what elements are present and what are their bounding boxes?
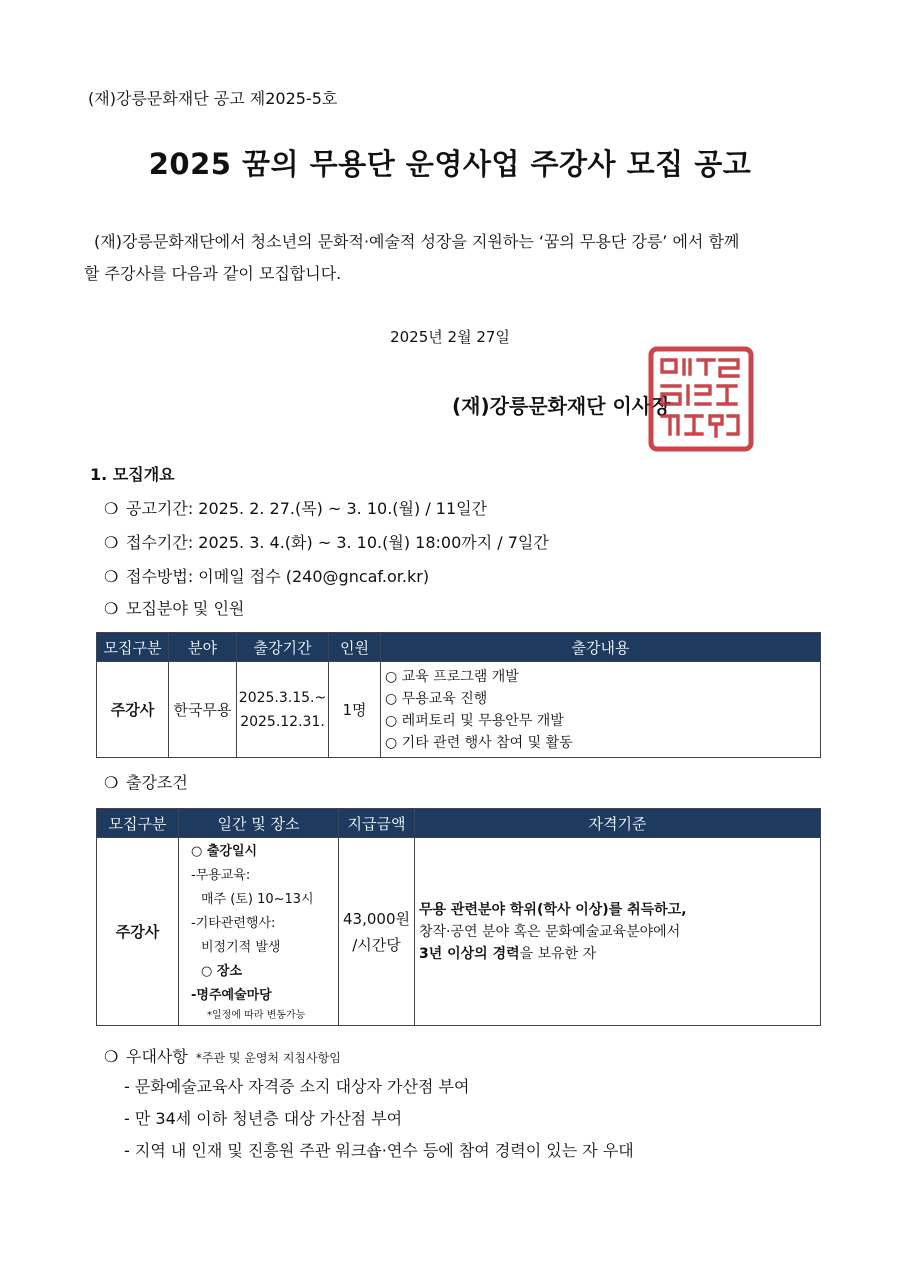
table-header-row	[97, 633, 821, 662]
bullet-application-period	[104, 530, 549, 553]
period-end: 2025.12.31.	[240, 713, 325, 730]
col-header: 모집구분	[97, 633, 169, 662]
col-header: 지급금액	[339, 809, 415, 838]
duty-item: ○ 무용교육 진행	[385, 690, 488, 707]
col-header: 자격기준	[415, 809, 821, 838]
cell-qualification	[415, 838, 821, 1026]
preferences-title: 우대사항	[126, 1047, 188, 1066]
col-header: 분야	[169, 633, 237, 662]
bullet-icon: ❍	[104, 567, 119, 586]
col-header: 출강내용	[381, 633, 821, 662]
qual-line: 창작·공연 분야 혹은 문화예술교육분야에서	[419, 923, 681, 940]
bullet-application-method	[104, 564, 429, 587]
bullet-conditions	[104, 770, 188, 793]
page-title: 2025 꿈의 무용단 운영사업 주강사 모집 공고	[148, 147, 752, 181]
preference-item: - 문화예술교육사 자격증 소지 대상자 가산점 부여	[124, 1077, 470, 1096]
duty-item: ○ 교육 프로그램 개발	[385, 668, 519, 685]
intro-line-1: (재)강릉문화재단에서 청소년의 문화적·예술적 성장을 지원하는 ‘꿈의 무용단 강릉’ 에서 함께	[94, 232, 740, 251]
cell-field: 한국무용	[169, 662, 237, 758]
col-header: 출강기간	[237, 633, 329, 662]
notice-date: 2025년 2월 27일	[390, 328, 510, 346]
schedule-title: ○ 출강일시	[191, 843, 258, 859]
preference-item: - 지역 내 인재 및 진흥원 주관 워크숍·연수 등에 참여 경력이 있는 자 우대	[124, 1141, 634, 1160]
duty-item: ○ 기타 관련 행사 참여 및 활동	[385, 734, 573, 751]
bullet-text: 모집분야 및 인원	[126, 599, 245, 618]
bullet-icon: ❍	[104, 773, 119, 792]
place-note: *일정에 따라 변동가능	[207, 1009, 306, 1021]
notice-number: (재)강릉문화재단 공고 제2025-5호	[88, 89, 338, 108]
bullet-icon: ❍	[104, 1047, 119, 1066]
qual-line: 무용 관련분야 학위(학사 이상)를 취득하고,	[419, 901, 687, 918]
place-title: ○ 장소	[201, 963, 242, 979]
schedule-line: 비정기적 발생	[201, 939, 281, 955]
bullet-icon: ❍	[104, 533, 119, 552]
signer-name: (재)강릉문화재단 이사장	[452, 394, 671, 418]
bullet-text: 공고기간: 2025. 2. 27.(목) ~ 3. 10.(월) / 11일간	[126, 499, 488, 518]
bullet-posting-period	[104, 496, 487, 519]
recruit-table	[96, 632, 821, 758]
conditions-table	[96, 808, 821, 1026]
conditions-heading: 출강조건	[126, 773, 188, 792]
qual-line	[415, 943, 820, 965]
preference-item: - 만 34세 이하 청년층 대상 가산점 부여	[124, 1109, 403, 1128]
qual-emphasis: 3년 이상의 경력	[419, 945, 520, 962]
period-start: 2025.3.15.~	[238, 689, 327, 706]
cell-schedule-place	[179, 838, 339, 1026]
cell-category: 주강사	[97, 662, 169, 758]
pay-amount: 43,000원	[343, 909, 410, 928]
cell-period	[237, 662, 329, 758]
seal-glyphs	[662, 360, 738, 436]
table-header-row	[97, 809, 821, 838]
duty-item: ○ 레퍼토리 및 무용안무 개발	[385, 712, 564, 729]
col-header: 일간 및 장소	[179, 809, 339, 838]
cell-count: 1명	[329, 662, 381, 758]
bullet-text: 접수기간: 2025. 3. 4.(화) ~ 3. 10.(월) 18:00까지 / 7일간	[126, 533, 549, 552]
bullet-text: 접수방법: 이메일 접수 (240@gncaf.or.kr)	[126, 567, 430, 586]
qual-rest: 을 보유한 자	[519, 945, 597, 962]
overview-heading: 1. 모집개요	[90, 465, 175, 484]
bullet-icon: ❍	[104, 499, 119, 518]
official-seal-icon	[648, 346, 754, 452]
bullet-icon: ❍	[104, 599, 119, 618]
schedule-line: 매주 (토) 10~13시	[201, 891, 314, 907]
place-name: -명주예술마당	[191, 987, 272, 1003]
intro-line-2: 할 주강사를 다음과 같이 모집합니다.	[84, 264, 342, 283]
schedule-line: -기타관련행사:	[191, 915, 276, 931]
cell-duties	[381, 662, 821, 758]
preferences-heading	[104, 1044, 341, 1067]
cell-category: 주강사	[97, 838, 179, 1026]
table-row	[97, 662, 821, 758]
col-header: 인원	[329, 633, 381, 662]
preferences-note: *주관 및 운영처 지침사항임	[195, 1051, 341, 1065]
table-row	[97, 838, 821, 1026]
bullet-recruit-field	[104, 596, 244, 619]
col-header: 모집구분	[97, 809, 179, 838]
cell-pay	[339, 838, 415, 1026]
schedule-line: -무용교육:	[191, 867, 251, 883]
pay-unit: /시간당	[352, 935, 401, 954]
intro-paragraph	[84, 226, 824, 290]
